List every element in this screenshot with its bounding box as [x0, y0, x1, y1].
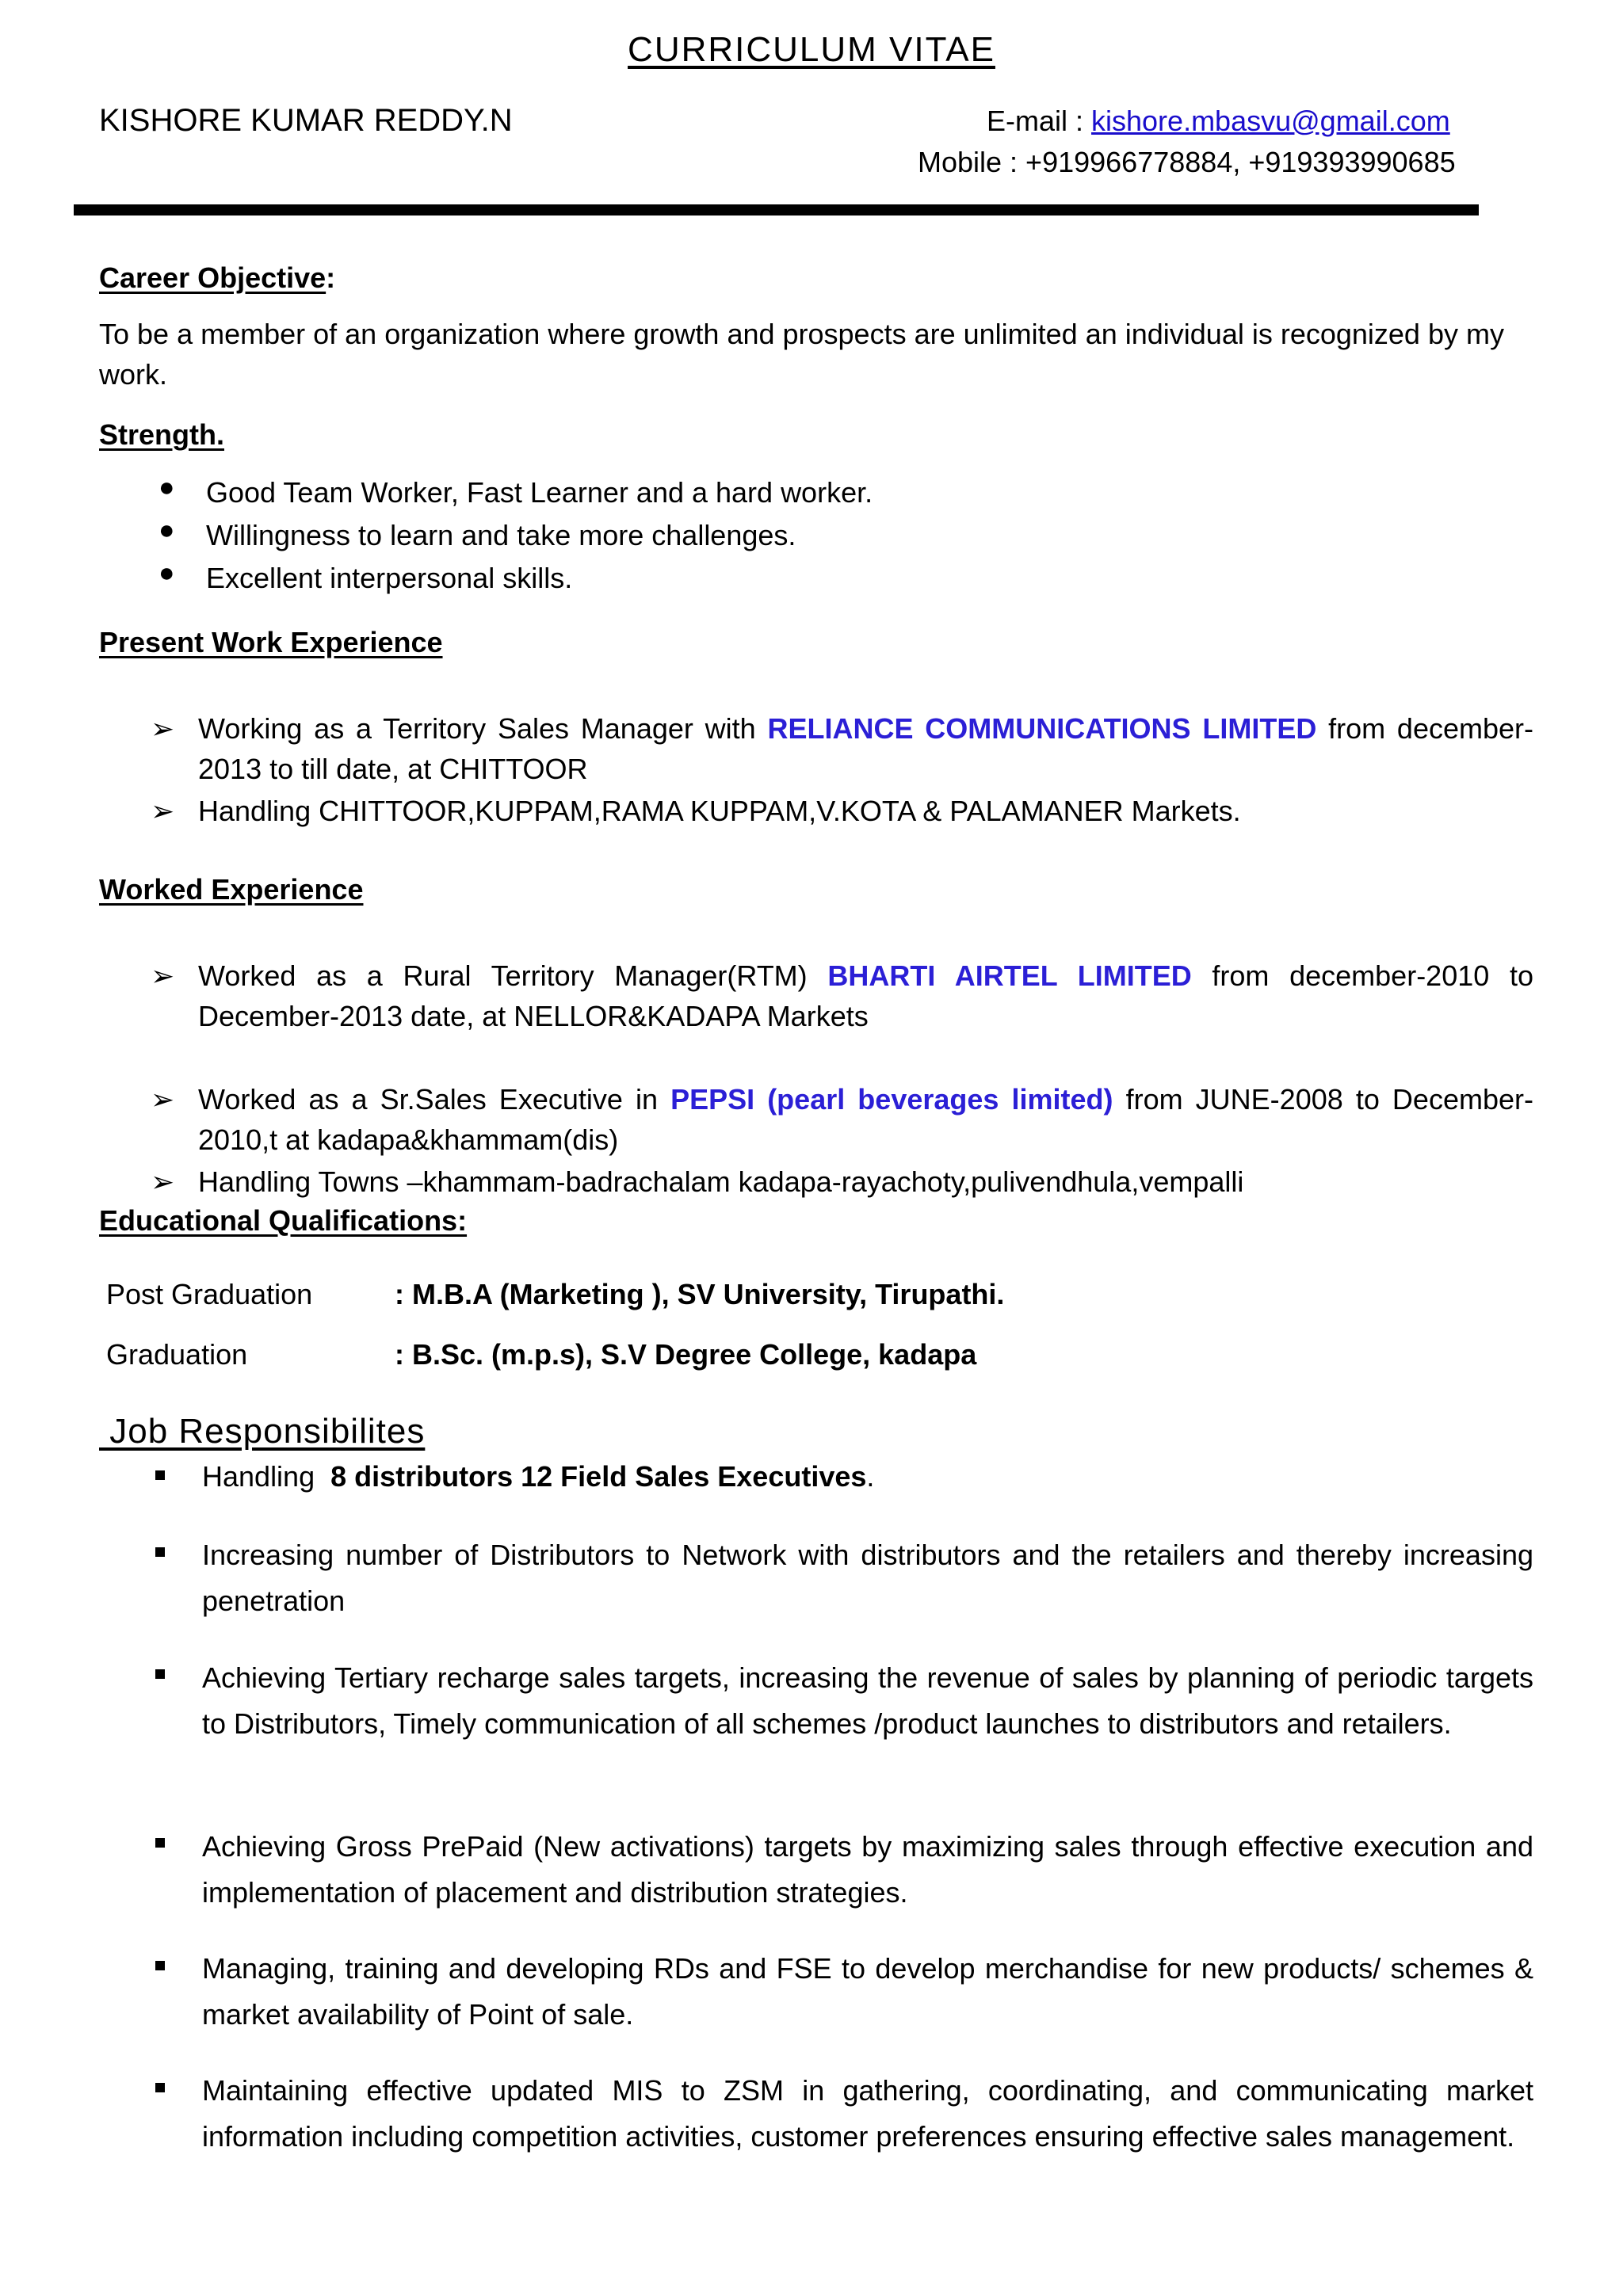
strength-heading: Strength. — [99, 418, 224, 451]
experience-text: from december-2013 to till date, at CHITTOOR — [198, 712, 1533, 785]
header-divider — [74, 204, 1479, 215]
present-experience-item: Handling CHITTOOR,KUPPAM,RAMA KUPPAM,V.KOTA & PALAMANER Markets. — [198, 795, 1241, 827]
company-name: RELIANCE COMMUNICATIONS LIMITED — [767, 712, 1317, 745]
experience-text: from december-2010 to December-2013 date, at NELLOR&KADAPA Markets — [198, 959, 1533, 1032]
arrow-icon: ➢ — [151, 795, 175, 827]
arrow-icon: ➢ — [151, 712, 175, 745]
career-objective-heading-text: Career Objective — [99, 261, 327, 294]
square-bullet-icon — [155, 1547, 165, 1557]
experience-text: Working as a Territory Sales Manager with — [198, 712, 768, 745]
worked-experience-item: Handling Towns –khammam-badrachalam kadapa-rayachoty,pulivendhula,vempalli — [198, 1165, 1244, 1198]
job-item — [202, 1456, 874, 1497]
job-text: Handling — [202, 1460, 331, 1493]
job-item: Achieving Tertiary recharge sales targets, increasing the revenue of sales by planning of periodic targets to Distributors, Timely communication of all schemes /product launches to distributors and retailers. — [202, 1661, 1533, 1740]
worked-experience-item — [198, 1079, 1533, 1160]
email-link[interactable]: kishore.mbasvu@gmail.com — [1091, 105, 1450, 137]
present-experience-heading: Present Work Experience — [99, 626, 443, 658]
experience-text: from JUNE-2008 to December-2010,t at kadapa&khammam(dis) — [198, 1083, 1533, 1156]
document-title: CURRICULUM VITAE — [628, 30, 995, 69]
education-label: Post Graduation — [106, 1278, 313, 1310]
education-heading: Educational Qualifications: — [99, 1204, 468, 1237]
arrow-icon: ➢ — [151, 1165, 175, 1198]
square-bullet-icon — [155, 1838, 165, 1848]
worked-experience-heading: Worked Experience — [99, 873, 364, 906]
arrow-icon: ➢ — [151, 959, 175, 992]
bullet-icon: ● — [158, 515, 175, 545]
job-text-bold: 8 distributors 12 Field Sales Executives — [330, 1460, 867, 1493]
strength-item: Willingness to learn and take more challenges. — [206, 519, 796, 551]
education-label: Graduation — [106, 1338, 248, 1371]
bullet-icon: ● — [158, 472, 175, 502]
company-name: PEPSI (pearl beverages limited) — [670, 1083, 1113, 1116]
arrow-icon: ➢ — [151, 1083, 175, 1116]
email-line — [987, 105, 1450, 138]
mobile-line: Mobile : +919966778884, +919393990685 — [918, 146, 1456, 178]
job-responsibilities-heading: Job Responsibilites — [99, 1412, 426, 1451]
square-bullet-icon — [155, 1669, 165, 1679]
company-name: BHARTI AIRTEL LIMITED — [827, 959, 1192, 992]
worked-experience-item — [198, 955, 1533, 1036]
square-bullet-icon — [155, 1470, 165, 1480]
email-label: E-mail : — [987, 105, 1092, 137]
experience-text: Worked as a Sr.Sales Executive in — [198, 1083, 671, 1116]
bullet-icon: ● — [158, 558, 175, 588]
job-item: Maintaining effective updated MIS to ZSM in gathering, coordinating, and communicating market information including competition activities, customer preferences ensuring effective sales management. — [202, 2074, 1533, 2153]
job-item: Increasing number of Distributors to Network with distributors and the retailers and thereby increasing penetration — [202, 1539, 1533, 1617]
career-objective-colon: : — [326, 261, 336, 294]
present-experience-item — [198, 708, 1533, 789]
career-objective-heading — [99, 261, 335, 295]
candidate-name: KISHORE KUMAR REDDY.N — [99, 103, 513, 138]
strength-item: Excellent interpersonal skills. — [206, 562, 573, 594]
education-value: : M.B.A (Marketing ), SV University, Tirupathi. — [395, 1278, 1005, 1310]
job-item: Achieving Gross PrePaid (New activations) targets by maximizing sales through effective execution and implementation of placement and distribution strategies. — [202, 1830, 1533, 1909]
strength-item: Good Team Worker, Fast Learner and a hard worker. — [206, 476, 873, 509]
square-bullet-icon — [155, 2083, 165, 2092]
square-bullet-icon — [155, 1961, 165, 1970]
education-value: : B.Sc. (m.p.s), S.V Degree College, kadapa — [395, 1338, 977, 1371]
career-objective-text: To be a member of an organization where growth and prospects are unlimited an individual is recognized by my work. — [99, 318, 1504, 391]
job-text: . — [866, 1460, 875, 1493]
experience-text: Worked as a Rural Territory Manager(RTM) — [198, 959, 828, 992]
job-item: Managing, training and developing RDs and FSE to develop merchandise for new products/ schemes & market availability of Point of sale. — [202, 1952, 1533, 2031]
